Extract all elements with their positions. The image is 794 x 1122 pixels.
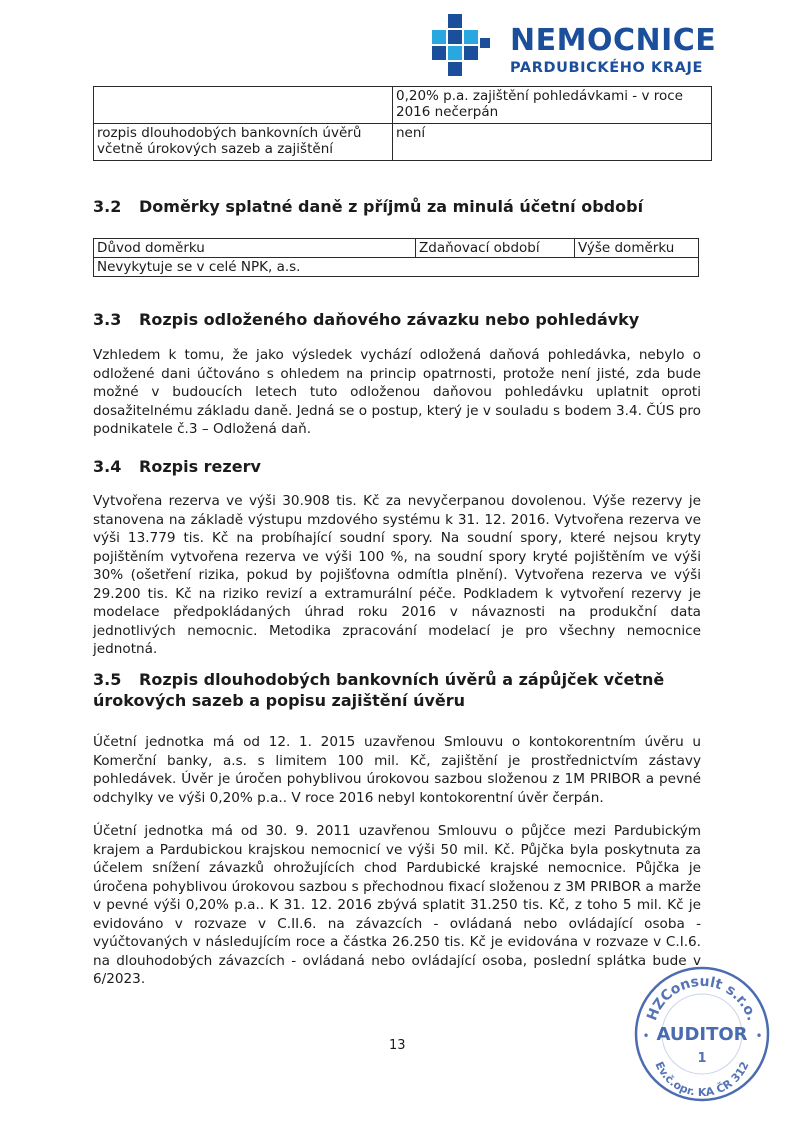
cross-logo-icon [420, 12, 500, 82]
section-title: Doměrky splatné daně z příjmů za minulá účetní období [139, 197, 644, 216]
table-cell: rozpis dlouhodobých bankovních úvěrů včetně úrokových sazeb a zajištění [94, 124, 393, 161]
hospital-logo [420, 12, 717, 82]
section-paragraph: Vzhledem k tomu, že jako výsledek vychází odložená daňová pohledávka, nebylo o odložené dani účtováno s ohledem na princip opatrnosti, protože není jisté, zda bude možné v budoucích letech tuto odloženou daňovou pohledávku uplatnit oproti dosažitelnému základu daně. Jedná se o postup, který je v souladu s bodem 3.4. ČÚS pro podnikatele č.3 – Odložená daň. [93, 347, 701, 437]
section-paragraph: Účetní jednotka má od 12. 1. 2015 uzavřenou Smlouvu o kontokorentním úvěru u Komerční banky, a.s. s limitem 100 mil. Kč, zajištění je prostřednictvím zástavy pohledávek. Úvěr je úročen pohyblivou úrokovou sazbou složenou z 1M PRIBOR a pevné odchylky ve výši 0,20% p.a.. V roce 2016 nebyl kontokorentní úvěr čerpán. [93, 734, 701, 806]
table-header-row [94, 239, 699, 258]
table-cell: není [393, 124, 712, 161]
tax-surcharge-table [93, 238, 699, 277]
column-header: Zdaňovací období [416, 239, 575, 258]
section-heading [93, 456, 261, 477]
stamp-star-icon: • [642, 1029, 650, 1043]
table-row [94, 124, 712, 161]
stamp-top-text: HZConsult s.r.o. [644, 973, 760, 1023]
stamp-number: 1 [697, 1051, 707, 1066]
table-cell: Nevykytuje se v celé NPK, a.s. [94, 258, 699, 277]
stamp-center-text: AUDITOR [656, 1024, 748, 1045]
section-paragraph: Účetní jednotka má od 30. 9. 2011 uzavřenou Smlouvu o půjčce mezi Pardubickým krajem a Pardubickou krajskou nemocnicí ve výši 50 mil. Kč. Půjčka byla poskytnuta za účelem snížení závazků ohrožujících chod Pardubické krajské nemocnice. Půjčka je úročena pohyblivou úrokovou sazbou s přechodnou fixací složenou z 3M PRIBOR a marže v pevné výši 0,20% p.a.. K 31. 12. 2016 zbývá splatit 31.250 tis. Kč, z toho 5 mil. Kč je evidováno v rozvaze v C.II.6. na závazcích - ovládaná nebo ovládající osoba - vyúčtovaných v následujícím roce a částka 26.250 tis. Kč je evidována v rozvaze v C.I.6. na dlouhodobých závazcích - ovládaná nebo ovládající osoba, poslední splátka bude v 6/2023. [93, 823, 701, 987]
section-number: 3.2 [93, 197, 122, 216]
table-row [94, 87, 712, 124]
section-title: Rozpis rezerv [139, 457, 261, 476]
continued-table [93, 86, 712, 161]
logo-name: NEMOCNICE [510, 23, 717, 58]
section-heading [93, 669, 703, 711]
section-number: 3.3 [93, 310, 122, 329]
section-number: 3.4 [93, 457, 122, 476]
table-cell: 0,20% p.a. zajištění pohledávkami - v roce 2016 nečerpán [393, 87, 712, 124]
stamp-star-icon: • [755, 1029, 763, 1043]
section-number: 3.5 [93, 670, 122, 689]
section-title: Rozpis dlouhodobých bankovních úvěrů a zápůjček včetně úrokových sazeb a popisu zajištění úvěru [93, 670, 665, 710]
table-row [94, 258, 699, 277]
section-paragraph: Vytvořena rezerva ve výši 30.908 tis. Kč za nevyčerpanou dovolenou. Výše rezervy je stanovena na základě výstupu mzdového systému k 31. 12. 2016. Vytvořena rezerva ve výši 13.779 tis. Kč na probíhající soudní spory. Na soudní spory, které nejsou kryty pojištěním vytvořena rezerva ve výši 100 %, na soudní spory kryté pojištěním ve výši 30% (ošetření rizika, pokud by pojišťovna odmítla plnění). Vytvořena rezerva ve výši 29.200 tis. Kč na riziko revizí a extramurální péče. Podkladem k vytvoření rezervy je modelace předpokládaných úhrad roku 2016 v návaznosti na produkční data jednotlivých nemocnic. Metodika zpracování modelací je pro všechny nemocnice jednotná. [93, 493, 701, 657]
auditor-stamp-icon [632, 964, 772, 1104]
section-title: Rozpis odloženého daňového závazku nebo pohledávky [139, 310, 640, 329]
stamp-bottom-text: Ev.č.opr. KA ČR 312 [652, 1059, 752, 1099]
logo-subtitle: PARDUBICKÉHO KRAJE [510, 60, 703, 76]
section-heading [93, 196, 643, 217]
table-cell [94, 87, 393, 124]
section-heading [93, 309, 639, 330]
column-header: Důvod doměrku [94, 239, 416, 258]
page-number: 13 [389, 1038, 406, 1053]
column-header: Výše doměrku [575, 239, 699, 258]
